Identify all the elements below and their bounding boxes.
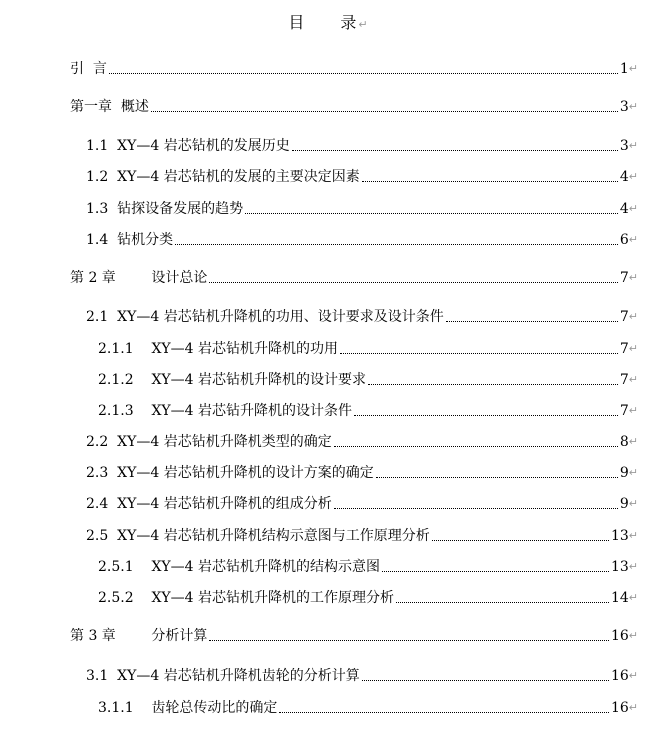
toc-entry-number: 2.1 bbox=[86, 309, 118, 325]
toc-entry-page: 7 bbox=[619, 270, 629, 286]
toc-entry-title: XY—4 岩芯钻机升降机的功用、设计要求及设计条件 bbox=[117, 309, 444, 325]
paragraph-mark-icon: ↵ bbox=[628, 466, 638, 479]
dot-leader bbox=[354, 415, 618, 416]
toc-entry[interactable] bbox=[86, 492, 638, 512]
toc-entry-number: 2.1.3 bbox=[98, 403, 152, 419]
dot-leader bbox=[109, 73, 618, 74]
paragraph-mark-icon: ↵ bbox=[628, 271, 638, 284]
toc-entry-title: XY—4 岩芯钻机升降机的功用 bbox=[151, 341, 339, 357]
toc-entry[interactable] bbox=[98, 337, 638, 357]
toc-entry-page: 6 bbox=[619, 232, 629, 248]
toc-entry-page: 3 bbox=[619, 138, 629, 154]
paragraph-mark-icon: ↵ bbox=[628, 529, 638, 542]
toc-entry-page: 7 bbox=[619, 372, 629, 388]
toc-entry-page: 9 bbox=[619, 465, 629, 481]
dot-leader bbox=[382, 571, 609, 572]
toc-entry-page: 16 bbox=[610, 700, 629, 716]
dot-leader bbox=[209, 282, 617, 283]
toc-entry[interactable] bbox=[98, 696, 638, 716]
toc-entry-page: 14 bbox=[610, 590, 629, 606]
toc-entry-page: 13 bbox=[610, 559, 629, 575]
toc-entry-page: 3 bbox=[619, 99, 629, 115]
toc-entry-page: 4 bbox=[619, 201, 629, 217]
dot-leader bbox=[362, 181, 618, 182]
toc-entry-number: 2.2 bbox=[86, 434, 118, 450]
toc-entry-number: 第 2 章 bbox=[70, 270, 152, 286]
toc-entry-number: 1.3 bbox=[86, 201, 118, 217]
toc-entry-title: 设计总论 bbox=[151, 270, 208, 286]
dot-leader bbox=[334, 446, 618, 447]
dot-leader bbox=[376, 477, 618, 478]
toc-entry-number: 1.1 bbox=[86, 138, 118, 154]
paragraph-mark-icon: ↵ bbox=[628, 170, 638, 183]
paragraph-mark-icon: ↵ bbox=[628, 233, 638, 246]
toc-entry[interactable] bbox=[86, 664, 638, 684]
toc-entry-page: 16 bbox=[610, 668, 629, 684]
toc-entry-page: 16 bbox=[610, 628, 629, 644]
toc-entry[interactable] bbox=[98, 586, 638, 606]
dot-leader bbox=[340, 353, 618, 354]
paragraph-mark-icon: ↵ bbox=[628, 62, 638, 75]
toc-entry-number: 2.5 bbox=[86, 528, 118, 544]
toc-entry[interactable] bbox=[98, 368, 638, 388]
toc-entry[interactable] bbox=[70, 624, 638, 644]
dot-leader bbox=[446, 321, 618, 322]
toc-entry-title: XY—4 岩芯钻机升降机类型的确定 bbox=[117, 434, 332, 450]
toc-entry-page: 13 bbox=[610, 528, 629, 544]
toc-entry-number: 3.1 bbox=[86, 668, 118, 684]
toc-entry-title: XY—4 岩芯钻机升降机的结构示意图 bbox=[151, 559, 381, 575]
toc-entry[interactable] bbox=[86, 134, 638, 154]
toc-entry-number: 引 言 bbox=[70, 61, 107, 77]
paragraph-mark-icon: ↵ bbox=[628, 669, 638, 682]
toc-entry[interactable] bbox=[70, 95, 638, 115]
toc-entry[interactable] bbox=[86, 197, 638, 217]
toc-entry-title: XY—4 岩芯钻升降机的设计条件 bbox=[151, 403, 353, 419]
toc-entry-page: 7 bbox=[619, 341, 629, 357]
toc-entry[interactable] bbox=[86, 430, 638, 450]
toc-entry-page: 9 bbox=[619, 496, 629, 512]
toc-entry[interactable] bbox=[98, 555, 638, 575]
dot-leader bbox=[151, 111, 618, 112]
toc-entry[interactable] bbox=[70, 266, 638, 286]
dot-leader bbox=[245, 213, 618, 214]
paragraph-mark-icon: ↵ bbox=[358, 18, 370, 31]
toc-entry-page: 7 bbox=[619, 403, 629, 419]
dot-leader bbox=[175, 244, 618, 245]
dot-leader bbox=[396, 602, 609, 603]
toc-entry-number: 第 3 章 bbox=[70, 628, 152, 644]
toc-entry-title: 钻机分类 bbox=[117, 232, 174, 248]
paragraph-mark-icon: ↵ bbox=[628, 560, 638, 573]
toc-entry-page: 1 bbox=[619, 61, 629, 77]
paragraph-mark-icon: ↵ bbox=[628, 100, 638, 113]
dot-leader bbox=[368, 384, 618, 385]
toc-entry[interactable] bbox=[98, 399, 638, 419]
dot-leader bbox=[362, 680, 609, 681]
toc-entry-number: 2.5.2 bbox=[98, 590, 152, 606]
toc-entry[interactable] bbox=[86, 461, 638, 481]
toc-entry-title: XY—4 岩芯钻机升降机的组成分析 bbox=[117, 496, 332, 512]
paragraph-mark-icon: ↵ bbox=[628, 404, 638, 417]
paragraph-mark-icon: ↵ bbox=[628, 497, 638, 510]
toc-entry-page: 8 bbox=[619, 434, 629, 450]
paragraph-mark-icon: ↵ bbox=[628, 373, 638, 386]
toc-entry-title: XY—4 岩芯钻机升降机的工作原理分析 bbox=[151, 590, 395, 606]
toc-entry[interactable] bbox=[86, 228, 638, 248]
toc-entry-title: XY—4 岩芯钻机的发展历史 bbox=[117, 138, 290, 154]
toc-entry-number: 1.4 bbox=[86, 232, 118, 248]
toc-entry-number: 2.3 bbox=[86, 465, 118, 481]
toc-entry[interactable] bbox=[86, 165, 638, 185]
paragraph-mark-icon: ↵ bbox=[628, 202, 638, 215]
toc-entry-number: 2.1.1 bbox=[98, 341, 152, 357]
paragraph-mark-icon: ↵ bbox=[628, 701, 638, 714]
toc-entry-number: 2.5.1 bbox=[98, 559, 152, 575]
toc-entry-title: XY—4 岩芯钻机升降机结构示意图与工作原理分析 bbox=[117, 528, 430, 544]
dot-leader bbox=[209, 640, 609, 641]
dot-leader bbox=[432, 540, 609, 541]
toc-entry-number: 2.1.2 bbox=[98, 372, 152, 388]
paragraph-mark-icon: ↵ bbox=[628, 139, 638, 152]
toc-entry[interactable] bbox=[86, 305, 638, 325]
toc-entry-number: 2.4 bbox=[86, 496, 118, 512]
toc-entry-page: 4 bbox=[619, 169, 629, 185]
dot-leader bbox=[334, 508, 618, 509]
paragraph-mark-icon: ↵ bbox=[628, 310, 638, 323]
title-char-left: 目 bbox=[288, 13, 307, 32]
paragraph-mark-icon: ↵ bbox=[628, 342, 638, 355]
toc-entry[interactable] bbox=[70, 57, 638, 77]
toc-entry-title: XY—4 岩芯钻机升降机齿轮的分析计算 bbox=[117, 668, 360, 684]
toc-entry-title: XY—4 岩芯钻机升降机的设计方案的确定 bbox=[117, 465, 374, 481]
toc-entry-number: 第一章 概述 bbox=[70, 99, 149, 115]
paragraph-mark-icon: ↵ bbox=[628, 629, 638, 642]
toc-entry-page: 7 bbox=[619, 309, 629, 325]
toc-entry-number: 3.1.1 bbox=[98, 700, 152, 716]
toc-entry-title: 分析计算 bbox=[151, 628, 208, 644]
title-char-right: 录 bbox=[340, 13, 359, 32]
toc-entry[interactable] bbox=[86, 524, 638, 544]
paragraph-mark-icon: ↵ bbox=[628, 591, 638, 604]
toc-entry-title: 钻探设备发展的趋势 bbox=[117, 201, 244, 217]
dot-leader bbox=[292, 150, 618, 151]
paragraph-mark-icon: ↵ bbox=[628, 435, 638, 448]
toc-entry-title: XY—4 岩芯钻机的发展的主要决定因素 bbox=[117, 169, 360, 185]
toc-entry-title: XY—4 岩芯钻机升降机的设计要求 bbox=[151, 372, 367, 388]
toc-entry-title: 齿轮总传动比的确定 bbox=[151, 700, 278, 716]
toc-entry-number: 1.2 bbox=[86, 169, 118, 185]
dot-leader bbox=[279, 712, 609, 713]
